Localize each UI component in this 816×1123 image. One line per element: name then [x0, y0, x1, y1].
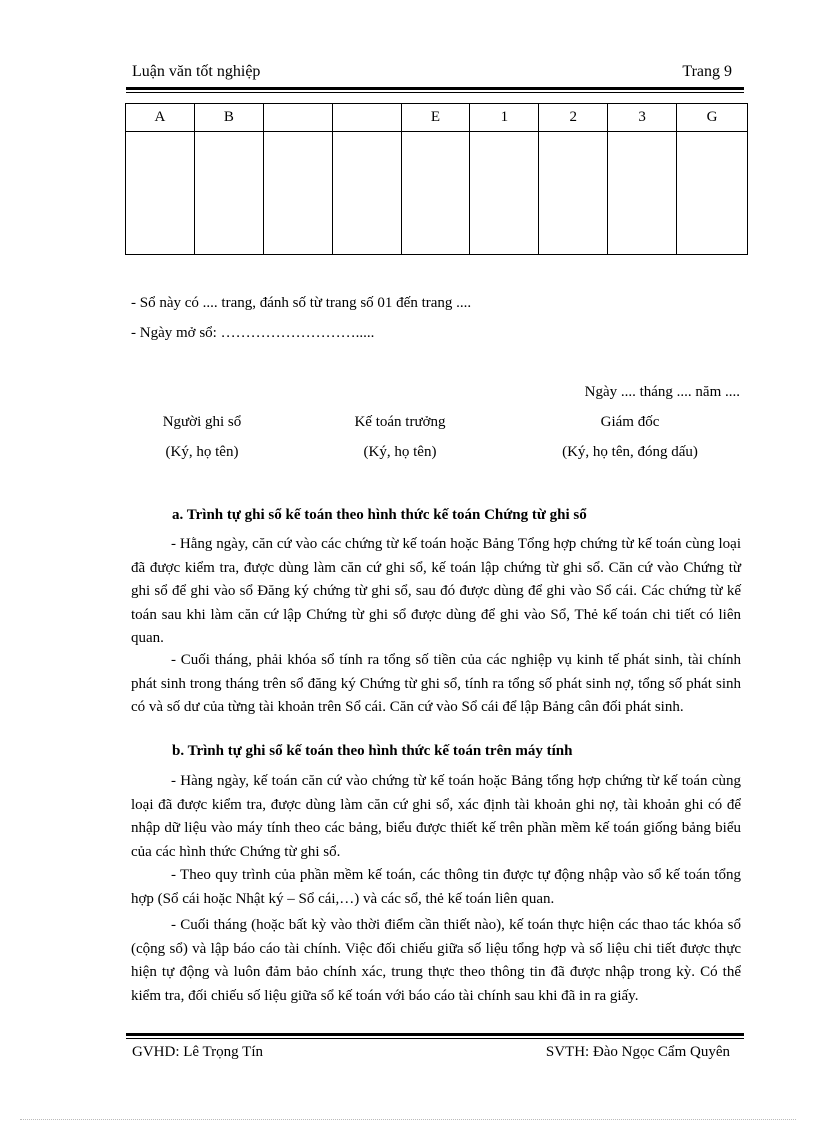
- ledger-table: [125, 103, 748, 255]
- header-rule-thick: [126, 87, 744, 90]
- signature-note-recorder: (Ký, họ tên): [165, 444, 239, 460]
- date-line: Ngày .... tháng .... năm ....: [584, 384, 740, 400]
- section-b-heading: b. Trình tự ghi sổ kế toán theo hình thức kế toán trên máy tính: [172, 743, 573, 759]
- ledger-col-header: B: [194, 104, 263, 132]
- page-header: [132, 63, 742, 83]
- student-name: SVTH: Đào Ngọc Cẩm Quyên: [545, 1044, 730, 1060]
- section-b-paragraph: - Hàng ngày, kế toán căn cứ vào chứng từ kế toán hoặc Bảng tổng hợp chứng từ kế toán cùng loại đã được kiểm tra, được dùng làm căn cứ ghi sổ, xác định tài khoản ghi nợ, tài khoản ghi có để nhập dữ liệu vào máy tính theo các bảng, biểu được thiết kế trên phần mềm kế toán giống bảng biểu của các hình thức Chứng từ ghi sổ.: [131, 773, 741, 860]
- footer-rule-thin: [126, 1038, 744, 1039]
- signature-note-director: (Ký, họ tên, đóng dấu): [562, 444, 698, 460]
- ledger-cell: [539, 132, 608, 255]
- open-date-note: - Ngày mở sổ: ……………………….....: [131, 325, 375, 341]
- ledger-cell: [608, 132, 677, 255]
- ledger-cell: [126, 132, 195, 255]
- ledger-cell: [401, 132, 470, 255]
- header-rule-thin: [126, 92, 744, 93]
- ledger-col-header: G: [677, 104, 748, 132]
- section-a-heading: a. Trình tự ghi sổ kế toán theo hình thức kế toán Chứng từ ghi sổ: [172, 507, 587, 523]
- section-a-paragraph: - Hằng ngày, căn cứ vào các chứng từ kế toán hoặc Bảng Tổng hợp chứng từ kế toán cùng loại đã được kiểm tra, được dùng làm căn cứ ghi sổ, kế toán lập chứng từ ghi sổ. Căn cứ vào Chứng từ ghi sổ để ghi vào sổ Đăng ký chứng từ ghi sổ, sau đó được dùng để ghi vào Sổ cái. Các chứng từ kế toán sau khi làm căn cứ lập Chứng từ ghi sổ được dùng để ghi vào Sổ, Thẻ kế toán chi tiết có liên quan.: [131, 536, 741, 646]
- signature-role-director: Giám đốc: [600, 414, 660, 430]
- page-number: Trang 9: [682, 63, 732, 80]
- advisor-name: GVHD: Lê Trọng Tín: [132, 1044, 263, 1060]
- ledger-col-header: [332, 104, 401, 132]
- section-b-paragraph: - Theo quy trình của phần mềm kế toán, các thông tin được tự động nhập vào sổ kế toán tổng hợp (Sổ cái hoặc Nhật ký – Sổ cái,…) và các sổ, thẻ kế toán liên quan.: [131, 867, 741, 907]
- ledger-col-header: A: [126, 104, 195, 132]
- ledger-col-header: 2: [539, 104, 608, 132]
- ledger-body-row: [126, 132, 748, 255]
- ledger-col-header: 1: [470, 104, 539, 132]
- signature-role-chief-accountant: Kế toán trưởng: [354, 414, 446, 430]
- page-edge-divider: [20, 1119, 796, 1120]
- ledger-cell: [332, 132, 401, 255]
- ledger-cell: [470, 132, 539, 255]
- ledger-col-header: 3: [608, 104, 677, 132]
- footer-rule-thick: [126, 1033, 744, 1036]
- ledger-cell: [194, 132, 263, 255]
- ledger-cell: [677, 132, 748, 255]
- section-a-paragraph: - Cuối tháng, phải khóa sổ tính ra tổng số tiền của các nghiệp vụ kinh tế phát sinh, tài chính phát sinh trong tháng trên sổ đăng ký Chứng từ ghi sổ, tính ra tổng số phát sinh nợ, tổng số phát sinh có và số dư của từng tài khoản trên Sổ cái. Căn cứ vào Sổ cái để lập Bảng cân đối phát sinh.: [131, 652, 741, 715]
- ledger-cell: [263, 132, 332, 255]
- ledger-col-header: [263, 104, 332, 132]
- ledger-col-header: E: [401, 104, 470, 132]
- page-count-note: - Sổ này có .... trang, đánh số từ trang số 01 đến trang ....: [131, 295, 472, 311]
- ledger-header-row: [126, 104, 748, 132]
- section-b-paragraph: - Cuối tháng (hoặc bất kỳ vào thời điểm cần thiết nào), kế toán thực hiện các thao tác khóa sổ (cộng sổ) và lập báo cáo tài chính. Việc đối chiếu giữa số liệu tổng hợp và số liệu chi tiết được thực hiện tự động và luôn đảm bảo chính xác, trung thực theo thông tin đã được nhập trong kỳ. Có thể kiểm tra, đối chiếu số liệu giữa sổ kế toán với báo cáo tài chính sau khi đã in ra giấy.: [131, 917, 741, 1004]
- signature-note-chief-accountant: (Ký, họ tên): [363, 444, 437, 460]
- thesis-title: Luận văn tốt nghiệp: [132, 63, 261, 80]
- signature-role-recorder: Người ghi sổ: [162, 414, 242, 430]
